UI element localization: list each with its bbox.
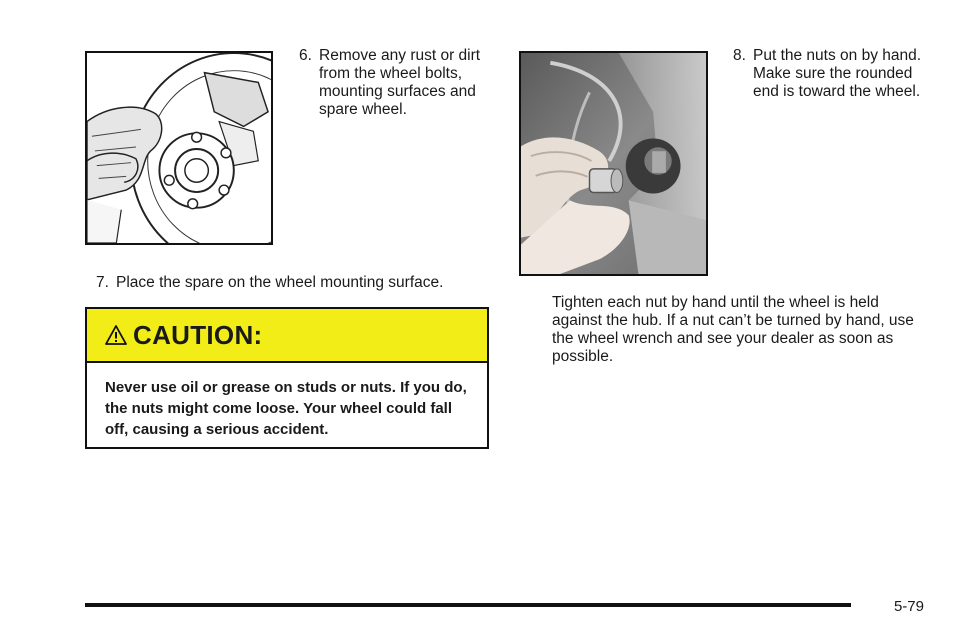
wheel-hub-drawing — [87, 53, 271, 243]
step-8 — [733, 47, 933, 101]
caution-text: Never use oil or grease on studs or nuts. If you do, the nuts might come loose. Your wheel could fall off, causing a serious accident. — [105, 379, 467, 438]
caution-header — [87, 309, 487, 363]
footer-rule — [85, 603, 851, 607]
caution-box — [85, 307, 489, 449]
page-number: 5-79 — [893, 598, 924, 615]
step-8-text: Put the nuts on by hand. Make sure the rounded end is toward the wheel. — [753, 47, 922, 100]
tighten-paragraph: Tighten each nut by hand until the wheel is held against the hub. If a nut can’t be turned by hand, use the wheel wrench and see your dealer as soon as possible. — [552, 294, 914, 365]
step-6 — [299, 47, 499, 119]
lug-nut-drawing — [521, 53, 706, 274]
wheel-hub-illustration — [85, 51, 273, 245]
step-7 — [96, 274, 516, 292]
step-6-text: Remove any rust or dirt from the wheel bolts, mounting surfaces and spare wheel. — [319, 47, 481, 118]
caution-title: CAUTION: — [133, 319, 263, 350]
step-8-number: 8. — [733, 47, 746, 64]
warning-triangle-icon — [105, 325, 127, 345]
step-6-number: 6. — [299, 47, 312, 64]
step-7-number: 7. — [96, 274, 109, 291]
step-7-text: Place the spare on the wheel mounting surface. — [116, 274, 444, 291]
lug-nut-photo — [519, 51, 708, 276]
